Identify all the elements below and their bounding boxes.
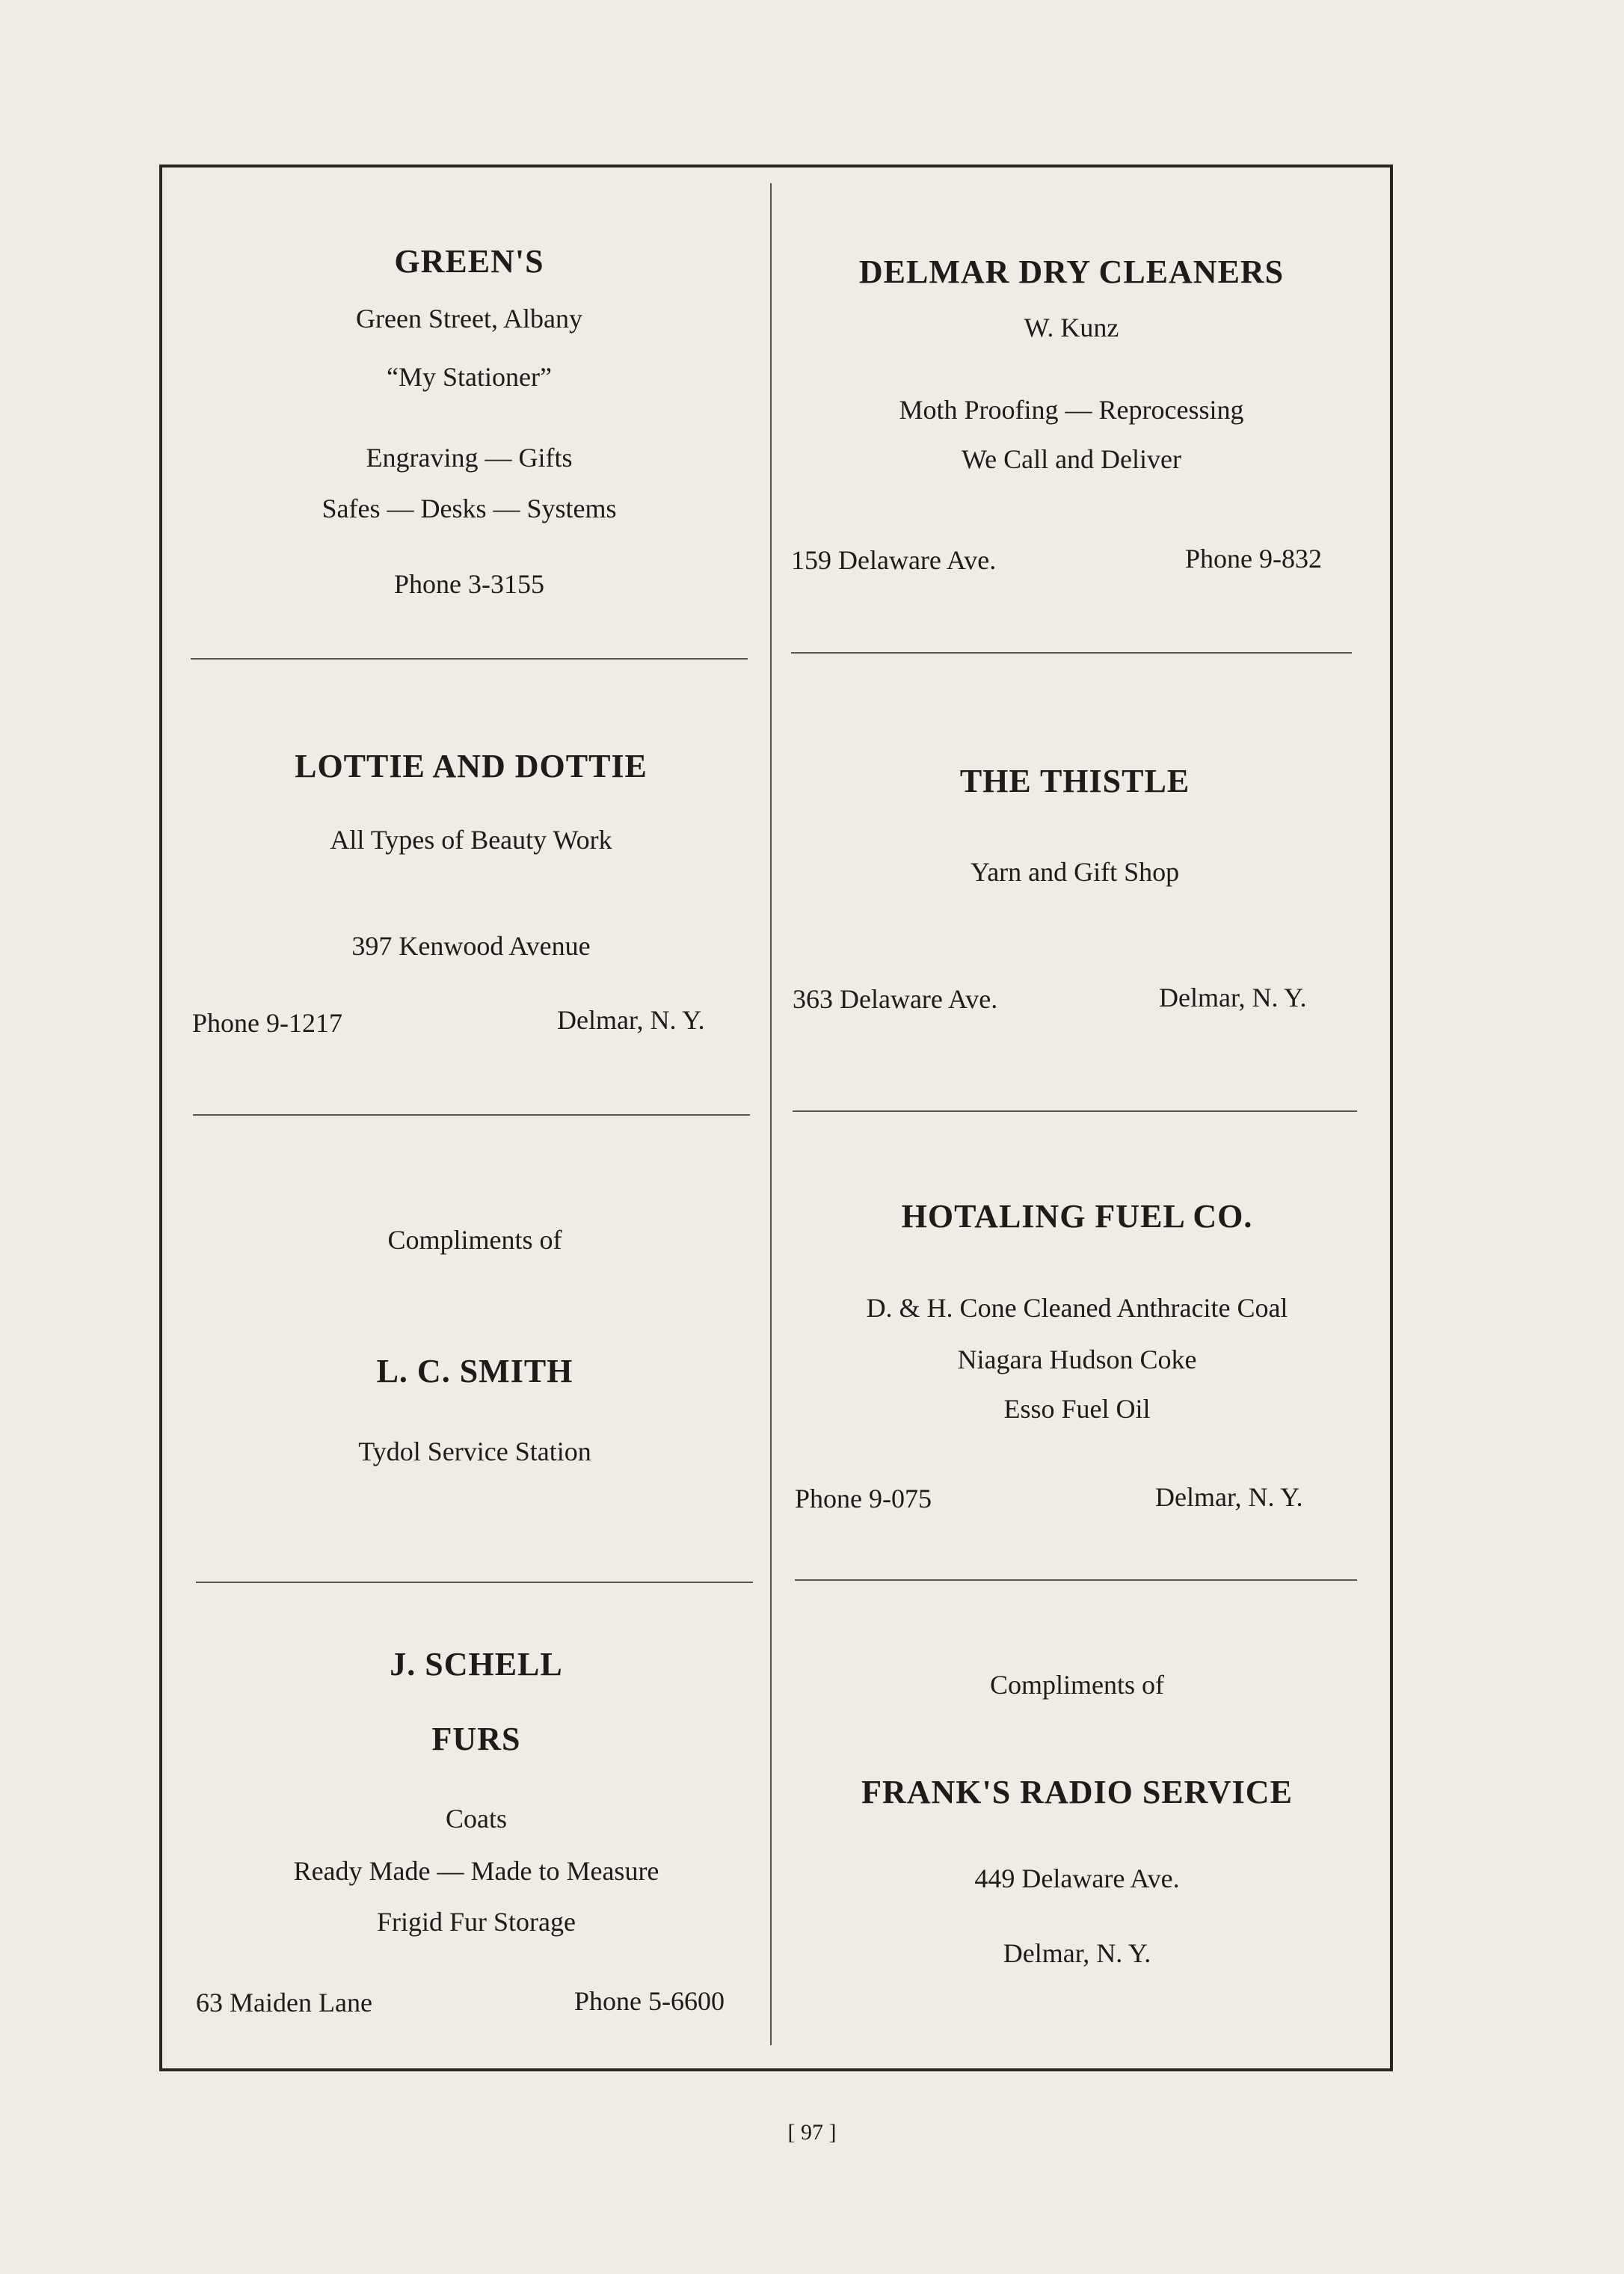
- ad-line: Frigid Fur Storage: [377, 1907, 576, 1937]
- ad-line: D. & H. Cone Cleaned Anthracite Coal: [866, 1293, 1288, 1323]
- ad-address: 449 Delaware Ave.: [974, 1863, 1180, 1893]
- ad-city: Delmar, N. Y.: [557, 1005, 705, 1035]
- ad-title: HOTALING FUEL CO.: [901, 1198, 1253, 1235]
- divider-right-1: [791, 652, 1352, 654]
- ad-slogan: “My Stationer”: [387, 362, 552, 392]
- ad-phone: Phone 5-6600: [574, 1986, 725, 2016]
- ad-line: All Types of Beauty Work: [330, 825, 612, 855]
- divider-left-3: [196, 1582, 753, 1583]
- ad-address: 397 Kenwood Avenue: [351, 931, 591, 961]
- ad-line: We Call and Deliver: [962, 444, 1181, 474]
- ad-line: Niagara Hudson Coke: [957, 1345, 1197, 1374]
- column-divider: [770, 183, 772, 2045]
- ad-title: THE THISTLE: [959, 763, 1190, 799]
- ad-phone: Phone 3-3155: [394, 569, 544, 599]
- ad-address: 159 Delaware Ave.: [791, 545, 997, 575]
- ad-intro: Compliments of: [990, 1670, 1164, 1700]
- ad-line: Safes — Desks — Systems: [322, 494, 617, 523]
- ad-city: Delmar, N. Y.: [1003, 1938, 1151, 1968]
- ad-owner: W. Kunz: [1024, 313, 1119, 342]
- ad-line: Moth Proofing — Reprocessing: [899, 395, 1244, 425]
- ad-title: DELMAR DRY CLEANERS: [858, 253, 1285, 290]
- ad-title: FRANK'S RADIO SERVICE: [861, 1774, 1293, 1810]
- ad-phone: Phone 9-075: [795, 1484, 932, 1514]
- divider-left-2: [193, 1114, 750, 1116]
- ad-address: 63 Maiden Lane: [196, 1988, 372, 2018]
- ad-address: Green Street, Albany: [356, 304, 582, 334]
- ad-city: Delmar, N. Y.: [1159, 983, 1307, 1012]
- ad-subtitle: FURS: [431, 1721, 521, 1757]
- ad-intro: Compliments of: [387, 1225, 562, 1255]
- ad-title: LOTTIE AND DOTTIE: [295, 748, 648, 784]
- ad-phone: Phone 9-832: [1185, 544, 1322, 574]
- ad-phone: Phone 9-1217: [192, 1008, 342, 1038]
- divider-right-3: [795, 1579, 1357, 1581]
- ad-line: Ready Made — Made to Measure: [293, 1856, 659, 1886]
- divider-right-2: [793, 1110, 1357, 1112]
- ad-line: Yarn and Gift Shop: [970, 857, 1180, 887]
- ad-city: Delmar, N. Y.: [1155, 1482, 1303, 1512]
- divider-left-1: [191, 658, 748, 660]
- page-number: [ 97 ]: [787, 2120, 837, 2145]
- ad-line: Tydol Service Station: [358, 1436, 591, 1466]
- ad-address: 363 Delaware Ave.: [793, 984, 998, 1014]
- ad-title: GREEN'S: [394, 243, 544, 280]
- ad-title: J. SCHELL: [390, 1646, 563, 1683]
- ad-line: Esso Fuel Oil: [1003, 1394, 1151, 1424]
- ad-line: Engraving — Gifts: [366, 443, 573, 473]
- ad-title: L. C. SMITH: [376, 1353, 573, 1389]
- ad-line: Coats: [445, 1804, 507, 1834]
